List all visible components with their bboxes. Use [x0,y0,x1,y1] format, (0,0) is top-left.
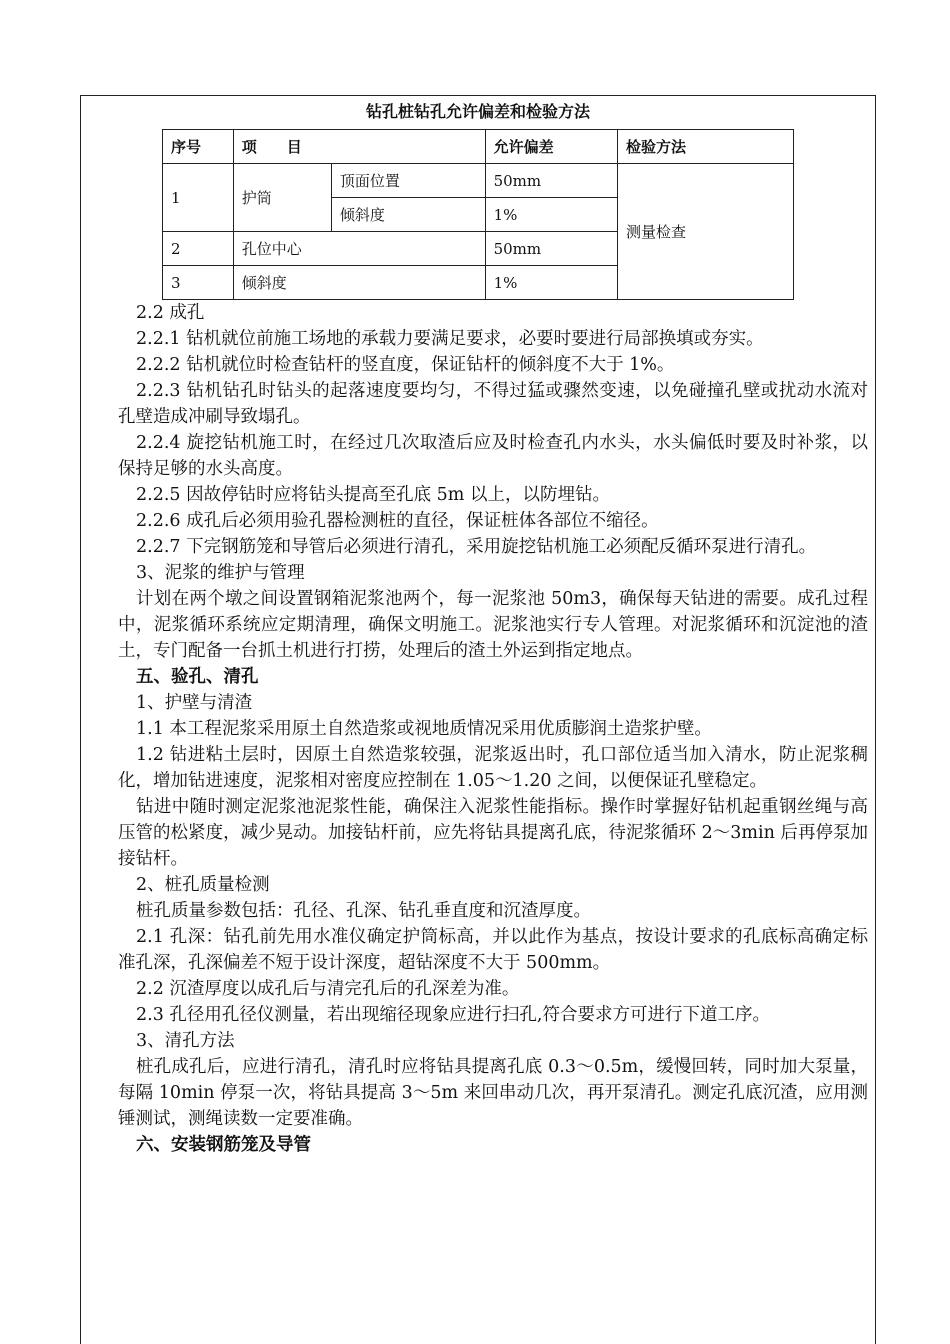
cell-item: 孔位中心 [233,232,485,266]
section-heading: 六、安装钢筋笼及导管 [136,1135,311,1155]
paragraph: 2.2.5 因故停钻时应将钻头提高至孔底 5m 以上，以防埋钻。 [136,485,610,505]
paragraph: 3、泥浆的维护与管理 [136,563,305,583]
header-item: 项 目 [233,130,485,164]
paragraph: 桩孔质量参数包括：孔径、孔深、钻孔垂直度和沉渣厚度。 [136,901,591,921]
cell-sub: 倾斜度 [331,198,485,232]
header-tolerance: 允许偏差 [485,130,617,164]
paragraph: 2.2.7 下完钢筋笼和导管后必须进行清孔，采用旋挖钻机施工必须配反循环泵进行清孔。 [136,537,817,557]
paragraph: 3、清孔方法 [136,1031,235,1051]
paragraph: 钻进中随时测定泥浆池泥浆性能，确保注入泥浆性能指标。操作时掌握好钻机起重钢丝绳与高压管的松紧度，减少晃动。加接钻杆前，应先将钻具提离孔底，待泥浆循环 2～3min 后再停泵加接钻杆。 [118,797,868,869]
cell-tolerance: 50mm [485,164,617,198]
paragraph: 2.2.4 旋挖钻机施工时，在经过几次取渣后应及时检查孔内水头，水头偏低时要及时补浆，以保持足够的水头高度。 [118,433,868,479]
paragraph: 2.2.2 钻机就位时检查钻杆的竖直度，保证钻杆的倾斜度不大于 1%。 [136,355,675,375]
cell-tolerance: 1% [485,198,617,232]
table-row [163,164,794,198]
header-no: 序号 [163,130,234,164]
cell-tolerance: 50mm [485,232,617,266]
paragraph: 2.1 孔深：钻孔前先用水准仪确定护筒标高，并以此作为基点，按设计要求的孔底标高确定标准孔深，孔深偏差不短于设计深度，超钻深度不大于 500mm。 [118,927,868,973]
cell-item: 倾斜度 [233,266,485,300]
paragraph: 2.3 孔径用孔径仪测量，若出现缩径现象应进行扫孔,符合要求方可进行下道工序。 [136,1005,770,1025]
paragraph: 计划在两个墩之间设置钢箱泥浆池两个，每一泥浆池 50m3，确保每天钻进的需要。成孔过程中，泥浆循环系统应定期清理，确保文明施工。泥浆池实行专人管理。对泥浆循环和沉淀池的渣土，专门配备一台抓土机进行打捞，处理后的渣土外运到指定地点。 [118,589,868,661]
section-heading: 五、验孔、清孔 [136,667,259,687]
cell-no: 1 [163,164,234,232]
paragraph: 2.2.1 钻机就位前施工场地的承载力要满足要求，必要时要进行局部换填或夯实。 [136,329,764,349]
paragraph: 2.2.3 钻机钻孔时钻头的起落速度要均匀，不得过猛或骤然变速，以免碰撞孔壁或扰动水流对孔壁造成冲刷导致塌孔。 [118,381,868,427]
paragraph: 2.2.6 成孔后必须用验孔器检测桩的直径，保证桩体各部位不缩径。 [136,511,659,531]
paragraph: 1.1 本工程泥浆采用原土自然造浆或视地质情况采用优质膨润土造浆护壁。 [136,719,712,739]
cell-no: 2 [163,232,234,266]
header-method: 检验方法 [618,130,794,164]
document-body [118,300,868,1158]
table-header-row [163,130,794,164]
tolerance-table [162,129,794,300]
paragraph: 2、桩孔质量检测 [136,875,270,895]
paragraph: 2.2 沉渣厚度以成孔后与清完孔后的孔深差为准。 [136,979,520,999]
paragraph: 1、护壁与清渣 [136,693,253,713]
paragraph: 桩孔成孔后，应进行清孔，清孔时应将钻具提离孔底 0.3～0.5m，缓慢回转，同时加大泵量，每隔 10min 停泵一次，将钻具提高 3～5m 来回串动几次，再开泵清孔。测定孔底沉渣，应用测锤测试，测绳读数一定要准确。 [118,1057,868,1129]
paragraph: 1.2 钻进粘土层时，因原土自然造浆较强，泥浆返出时，孔口部位适当加入清水，防止泥浆稠化，增加钻进速度，泥浆相对密度应控制在 1.05～1.20 之间，以便保证孔壁稳定。 [118,745,868,791]
cell-sub: 顶面位置 [331,164,485,198]
cell-item: 护筒 [233,164,331,232]
cell-no: 3 [163,266,234,300]
cell-tolerance: 1% [485,266,617,300]
paragraph: 2.2 成孔 [136,303,205,323]
table-title: 钻孔桩钻孔允许偏差和检验方法 [365,102,590,121]
cell-method: 测量检查 [618,164,794,300]
